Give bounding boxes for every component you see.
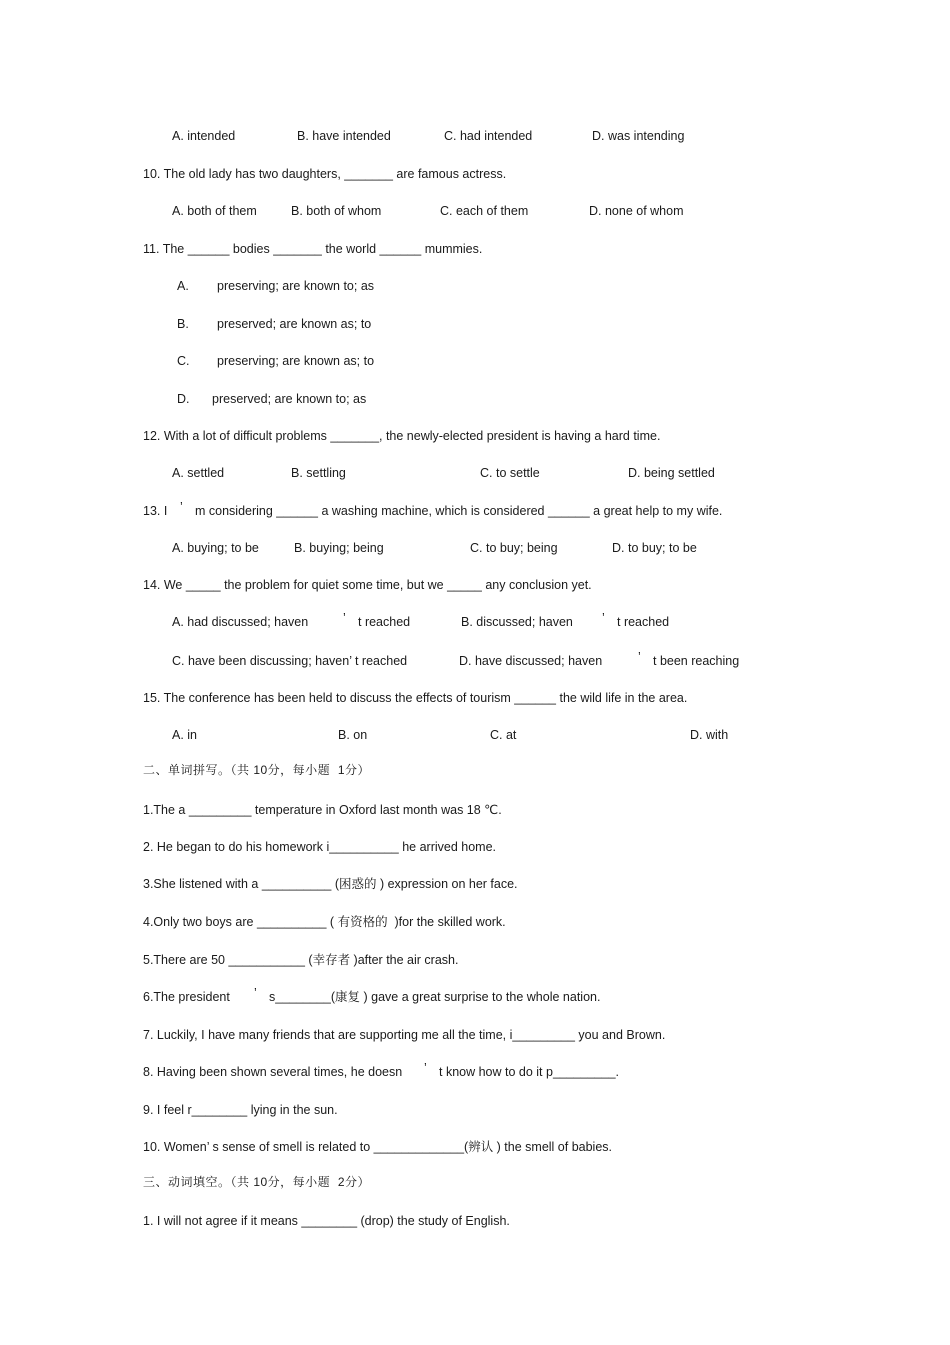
spelling-item-6-end: s________(康复 ) gave a great surprise to the whole nation. xyxy=(269,990,601,1004)
q14-option-a: A. had discussed; haven xyxy=(172,615,309,629)
q9-option-a: A. intended xyxy=(172,129,236,143)
verb-item-1: 1. I will not agree if it means ________ (drop) the study of English. xyxy=(143,1214,510,1228)
q10-option-c: C. each of them xyxy=(440,204,529,218)
spelling-item-6: 6.The president xyxy=(143,990,230,1004)
spelling-item-8: 8. Having been shown several times, he doesn xyxy=(143,1065,403,1079)
q14-option-b-end: t reached xyxy=(617,615,670,629)
q13-stem-number: 13. I xyxy=(143,504,168,518)
q13-option-c: C. to buy; being xyxy=(470,541,558,555)
spelling-item-8-end: t know how to do it p_________. xyxy=(439,1065,619,1079)
q11-option-c-letter: C. xyxy=(177,354,190,368)
q14-option-d-end: t been reaching xyxy=(653,654,740,668)
q14-option-d: D. have discussed; haven xyxy=(459,654,603,668)
q13-option-b: B. buying; being xyxy=(294,541,384,555)
q14-option-c: C. have been discussing; haven’ t reached xyxy=(172,654,408,668)
q15-option-c: C. at xyxy=(490,728,517,742)
q10-stem: 10. The old lady has two daughters, _______ are famous actress. xyxy=(143,167,507,181)
spelling-item-6-apostrophe: ’ xyxy=(254,986,257,1000)
spelling-item-7: 7. Luckily, I have many friends that are supporting me all the time, i_________ you and Brown. xyxy=(143,1028,666,1042)
q14-stem: 14. We _____ the problem for quiet some time, but we _____ any conclusion yet. xyxy=(143,578,592,592)
q13-stem: m considering ______ a washing machine, which is considered ______ a great help to my wife. xyxy=(195,504,723,518)
q9-option-c: C. had intended xyxy=(444,129,533,143)
q11-option-d: preserved; are known to; as xyxy=(212,392,367,406)
spelling-item-9: 9. I feel r________ lying in the sun. xyxy=(143,1103,338,1117)
q9-option-b: B. have intended xyxy=(297,129,391,143)
q15-option-b: B. on xyxy=(338,728,368,742)
q13-apostrophe: ’ xyxy=(180,500,183,514)
q10-option-b: B. both of whom xyxy=(291,204,382,218)
q11-option-b: preserved; are known as; to xyxy=(217,317,372,331)
section-3-title: 三、动词填空。（共 10分，每小题 2分） xyxy=(143,1175,371,1189)
q11-stem: 11. The ______ bodies _______ the world ______ mummies. xyxy=(143,242,483,256)
spelling-item-2: 2. He began to do his homework i__________ he arrived home. xyxy=(143,840,497,854)
q14-option-b: B. discussed; haven xyxy=(461,615,573,629)
q10-option-a: A. both of them xyxy=(172,204,257,218)
spelling-item-3: 3.She listened with a __________ (困惑的 ) expression on her face. xyxy=(143,877,518,891)
q14-option-d-apostrophe: ’ xyxy=(638,650,641,664)
q12-option-c: C. to settle xyxy=(480,466,540,480)
q12-option-d: D. being settled xyxy=(628,466,715,480)
q14-option-a-end: t reached xyxy=(358,615,411,629)
q13-option-d: D. to buy; to be xyxy=(612,541,697,555)
q10-option-d: D. none of whom xyxy=(589,204,684,218)
q14-option-a-apostrophe: ’ xyxy=(343,611,346,625)
q14-option-b-apostrophe: ’ xyxy=(602,611,605,625)
spelling-item-4: 4.Only two boys are __________ ( 有资格的 )for the skilled work. xyxy=(143,915,506,929)
q11-option-a: preserving; are known to; as xyxy=(217,279,375,293)
q11-option-a-letter: A. xyxy=(177,279,189,293)
q15-option-d: D. with xyxy=(690,728,729,742)
spelling-item-10: 10. Women’ s sense of smell is related to _____________(辨认 ) the smell of babies. xyxy=(143,1140,613,1154)
q15-stem: 15. The conference has been held to discuss the effects of tourism ______ the wild life in the area. xyxy=(143,691,688,705)
spelling-item-5: 5.There are 50 ___________ (幸存者 )after the air crash. xyxy=(143,953,459,967)
spelling-item-1: 1.The a _________ temperature in Oxford last month was 18 ℃. xyxy=(143,803,502,817)
q12-option-a: A. settled xyxy=(172,466,225,480)
q15-option-a: A. in xyxy=(172,728,198,742)
q12-stem: 12. With a lot of difficult problems _______, the newly-elected president is having a hard time. xyxy=(143,429,661,443)
q9-option-d: D. was intending xyxy=(592,129,685,143)
section-2-title: 二、单词拼写。（共 10分，每小题 1分） xyxy=(143,763,371,777)
q11-option-d-letter: D. xyxy=(177,392,190,406)
q11-option-b-letter: B. xyxy=(177,317,189,331)
spelling-item-8-apostrophe: ’ xyxy=(424,1061,427,1075)
q12-option-b: B. settling xyxy=(291,466,346,480)
q11-option-c: preserving; are known as; to xyxy=(217,354,375,368)
q13-option-a: A. buying; to be xyxy=(172,541,259,555)
